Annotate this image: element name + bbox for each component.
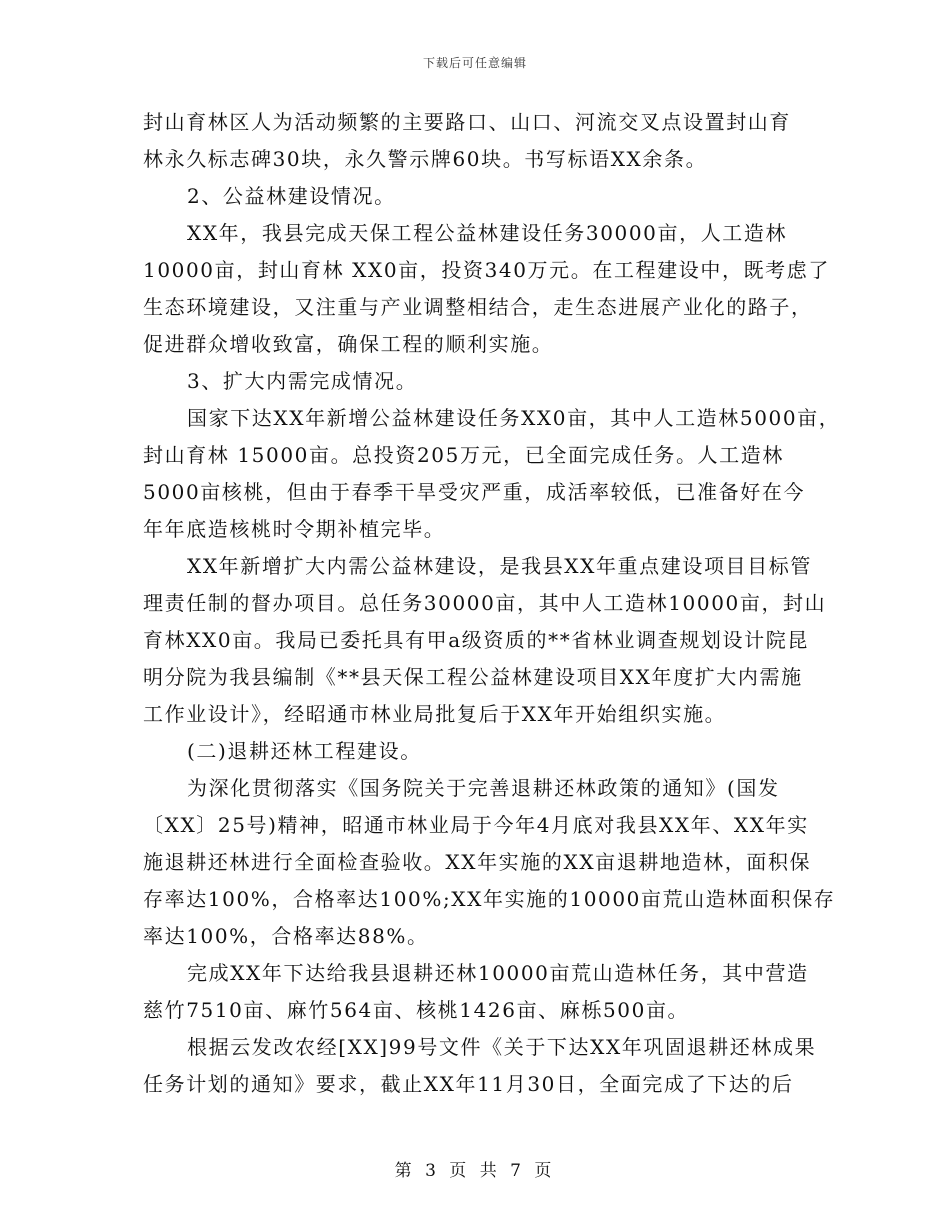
text-line: 5000亩核桃，但由于春季干旱受灾严重，成活率较低，已准备好在今: [143, 480, 806, 504]
section-heading: 3、扩大内需完成情况。: [187, 369, 418, 393]
text-line: 完成XX年下达给我县退耕还林10000亩荒山造林任务，其中营造: [187, 961, 809, 985]
text-line: 为深化贯彻落实《国务院关于完善退耕还林政策的通知》(国发: [187, 776, 780, 800]
text-line: 率达100%，合格率达88%。: [143, 924, 429, 948]
text-line: 存率达100%，合格率达100%;XX年实施的10000亩荒山造林面积保存: [143, 887, 836, 911]
text-line: 10000亩，封山育林 XX0亩，投资340万元。在工程建设中，既考虑了: [143, 258, 830, 282]
text-line: 工作业设计》，经昭通市林业局批复后于XX年开始组织实施。: [143, 702, 727, 726]
text-line: 明分院为我县编制《**县天保工程公益林建设项目XX年度扩大内需施: [143, 665, 803, 689]
text-line: 封山育林 15000亩。总投资205万元，已全面完成任务。人工造林: [143, 443, 784, 467]
text-line: 林永久标志碑30块，永久警示牌60块。书写标语XX余条。: [143, 147, 708, 171]
page-number: 第 3 页 共 7 页: [394, 1161, 556, 1181]
text-line: 育林XX0亩。我局已委托具有甲a级资质的**省林业调查规划设计院昆: [143, 628, 809, 652]
text-line: 年年底造核桃时令期补植完毕。: [143, 517, 446, 541]
text-line: 根据云发改农经[XX]99号文件《关于下达XX年巩固退耕还林成果: [187, 1035, 817, 1059]
text-line: 理责任制的督办项目。总任务30000亩，其中人工造林10000亩，封山: [143, 591, 827, 615]
section-heading: (二)退耕还林工程建设。: [187, 739, 422, 763]
text-line: XX年新增扩大内需公益林建设，是我县XX年重点建设项目目标管: [187, 554, 812, 578]
text-line: 任务计划的通知》要求，截止XX年11月30日，全面完成了下达的后: [143, 1072, 794, 1096]
document-body: [143, 104, 841, 1103]
text-line: 封山育林区人为活动频繁的主要路口、山口、河流交叉点设置封山育: [143, 110, 791, 134]
text-line: 〔XX〕25号)精神，昭通市林业局于今年4月底对我县XX年、XX年实: [143, 813, 809, 837]
text-line: 生态环境建设，又注重与产业调整相结合，走生态进展产业化的路子，: [143, 295, 813, 319]
text-line: 慈竹7510亩、麻竹564亩、核桃1426亩、麻栎500亩。: [143, 998, 690, 1022]
text-line: 国家下达XX年新增公益林建设任务XX0亩，其中人工造林5000亩，: [187, 406, 841, 430]
page-header-note: 下载后可任意编辑: [422, 56, 527, 70]
text-line: 施退耕还林进行全面检查验收。XX年实施的XX亩退耕地造林，面积保: [143, 850, 812, 874]
section-heading: 2、公益林建设情况。: [187, 184, 396, 208]
text-line: 促进群众增收致富，确保工程的顺利实施。: [143, 332, 554, 356]
text-line: XX年，我县完成天保工程公益林建设任务30000亩，人工造林: [187, 221, 788, 245]
